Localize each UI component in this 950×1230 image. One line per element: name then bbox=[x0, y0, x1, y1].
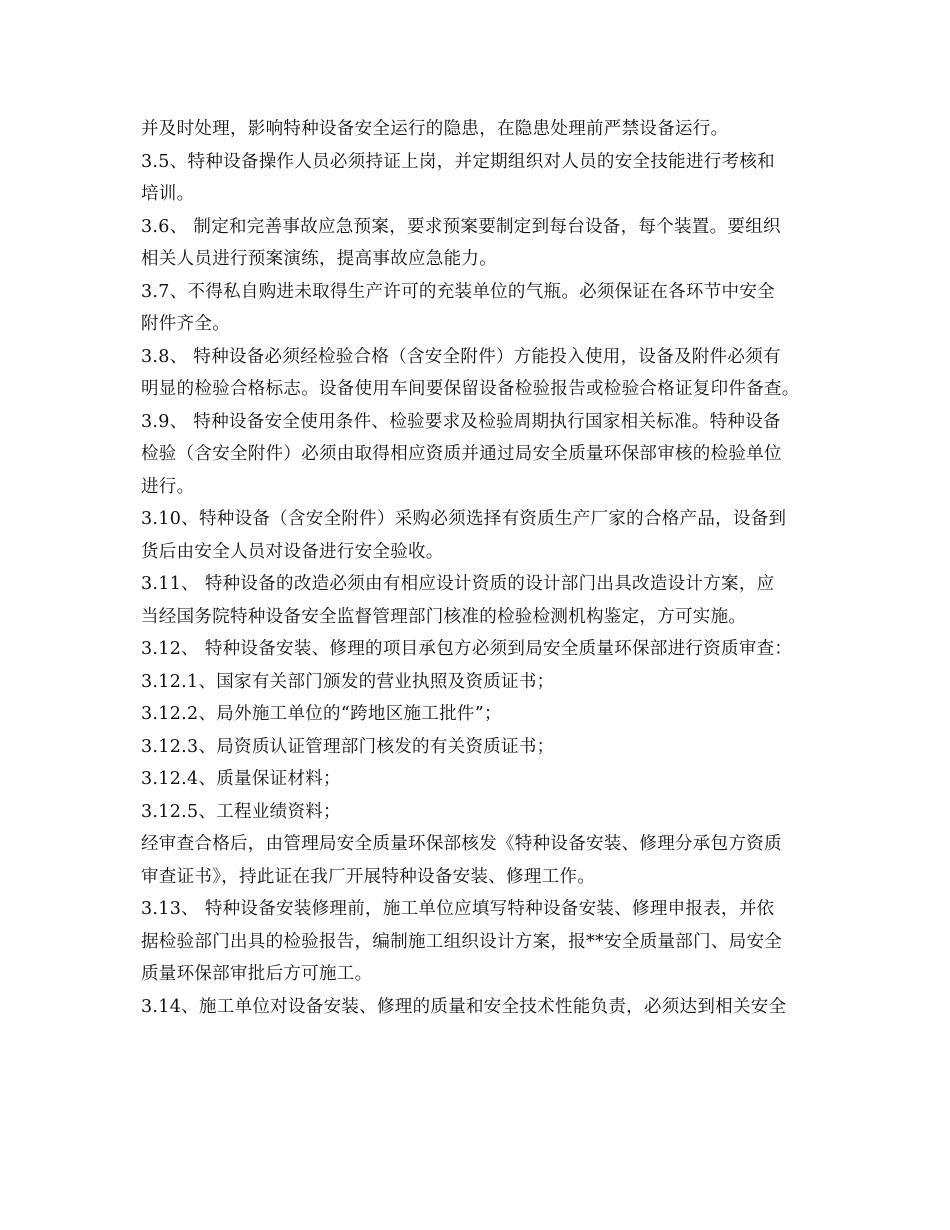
text-line: 经审查合格后，由管理局安全质量环保部核发《特种设备安装、修理分承包方资质 bbox=[141, 834, 782, 854]
text-line: 3.12.4、质量保证材料； bbox=[141, 769, 341, 789]
text-line: 3.6、 制定和完善事故应急预案，要求预案要制定到每台设备，每个装置。要组织 bbox=[141, 216, 781, 237]
text-line: 3.10、特种设备（含安全附件）采购必须选择有资质生产厂家的合格产品，设备到 bbox=[141, 509, 787, 529]
text-line: 3.12.5、工程业绩资料； bbox=[141, 801, 341, 822]
text-line: 据检验部门出具的检验报告，编制施工组织设计方案，报**安全质量部门、局安全 bbox=[141, 931, 783, 952]
text-line: 培训。 bbox=[141, 184, 195, 204]
text-line: 相关人员进行预案演练，提高事故应急能力。 bbox=[141, 249, 497, 269]
text-line: 附件齐全。 bbox=[141, 314, 230, 334]
text-line: 当经国务院特种设备安全监督管理部门核准的检验检测机构鉴定，方可实施。 bbox=[141, 606, 747, 627]
text-line: 质量环保部审批后方可施工。 bbox=[141, 964, 373, 984]
text-line: 3.8、 特种设备必须经检验合格（含安全附件）方能投入使用，设备及附件必须有 bbox=[141, 346, 781, 367]
text-line: 并及时处理，影响特种设备安全运行的隐患，在隐患处理前严禁设备运行。 bbox=[141, 119, 729, 139]
text-line: 3.9、 特种设备安全使用条件、检验要求及检验周期执行国家相关标准。特种设备 bbox=[141, 411, 781, 432]
text-line: 3.12.2、局外施工单位的“跨地区施工批件”； bbox=[141, 704, 502, 724]
text-line: 货后由安全人员对设备进行安全验收。 bbox=[141, 541, 444, 562]
text-line: 3.14、施工单位对设备安装、修理的质量和安全技术性能负责，必须达到相关安全 bbox=[141, 996, 787, 1017]
text-line: 3.11、 特种设备的改造必须由有相应设计资质的设计部门出具改造设计方案，应 bbox=[141, 574, 775, 594]
text-line: 3.7、不得私自购进未取得生产许可的充装单位的气瓶。必须保证在各环节中安全 bbox=[141, 281, 775, 302]
text-line: 3.12.1、国家有关部门颁发的营业执照及资质证书； bbox=[141, 671, 555, 692]
text-line: 3.12.3、局资质认证管理部门核发的有关资质证书； bbox=[141, 736, 555, 757]
text-line: 3.5、特种设备操作人员必须持证上岗，并定期组织对人员的安全技能进行考核和 bbox=[141, 151, 775, 172]
text-line: 检验（含安全附件）必须由取得相应资质并通过局安全质量环保部审核的检验单位 bbox=[141, 444, 782, 464]
text-line: 3.13、 特种设备安装修理前，施工单位应填写特种设备安装、修理申报表，并依 bbox=[141, 899, 775, 919]
text-line: 审查证书》，持此证在我厂开展特种设备安装、修理工作。 bbox=[141, 866, 596, 887]
text-line: 进行。 bbox=[141, 476, 195, 497]
text-line: 明显的检验合格标志。设备使用车间要保留设备检验报告或检验合格证复印件备查。 bbox=[141, 379, 800, 399]
text-line: 3.12、 特种设备安装、修理的项目承包方必须到局安全质量环保部进行资质审查： bbox=[141, 639, 793, 659]
document-body bbox=[141, 113, 831, 1023]
